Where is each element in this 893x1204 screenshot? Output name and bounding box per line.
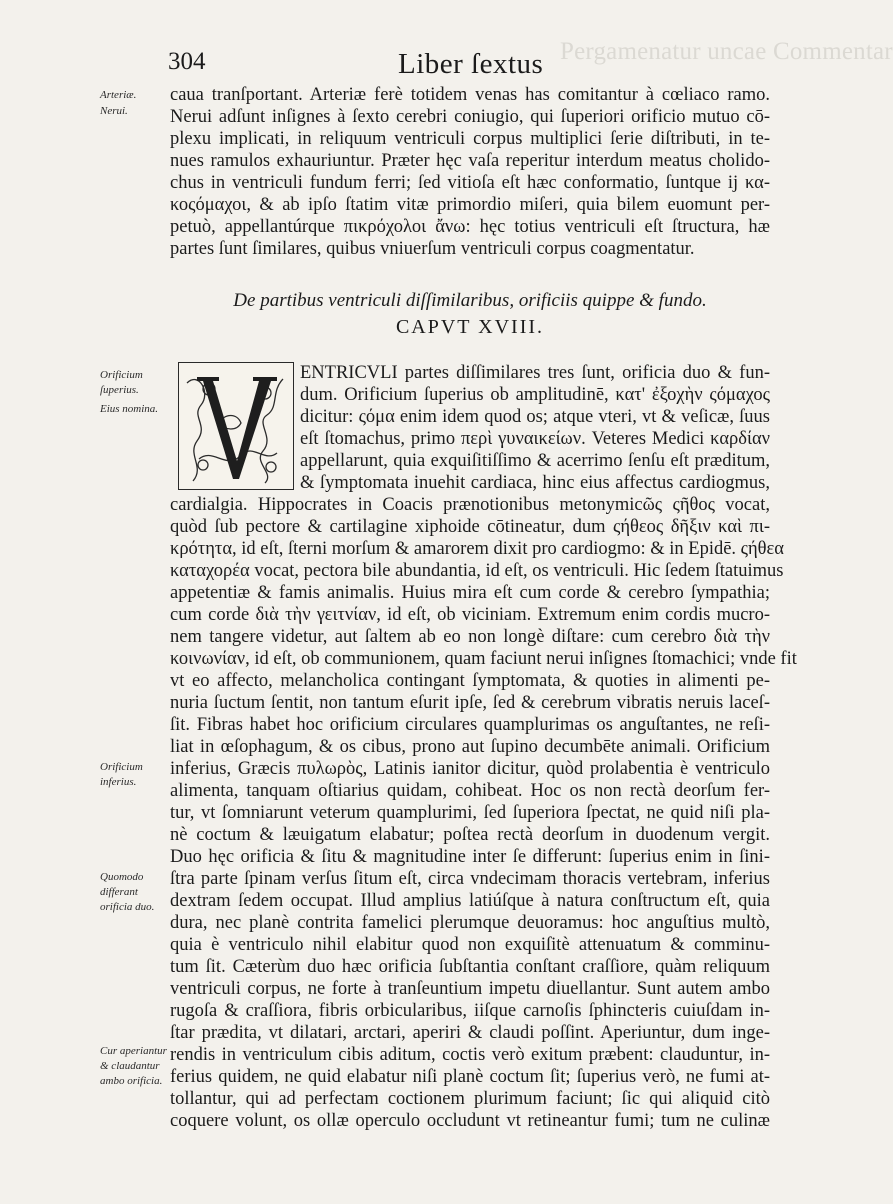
- text-line: vt eo affecto, melancholica contingant ſymptomata, & quoties in alimenti pe-: [170, 671, 770, 691]
- text-line: coquere volunt, os ollæ operculo occludunt vt retineantur fumi; tum ne culinæ: [170, 1111, 770, 1131]
- text-line: κοινωνίαν, id eſt, ob communionem, quam faciunt nerui inſignes ſtomachici; vnde fit: [170, 649, 797, 669]
- margin-note-eius-nomina: Eius nomina.: [100, 403, 159, 415]
- text-line: κοςόμαχοι, & ab ipſo ſtatim vitæ primordio miſeri, quia bilem euomunt per-: [170, 195, 770, 215]
- show-through-text: Pergamenatur uncae Commentar: [560, 38, 893, 65]
- text-line: Duo hęc orificia & ſitu & magnitudine inter ſe differunt: ſuperius enim in ſini-: [170, 847, 770, 867]
- margin-note-cur-aperiantur: Cur aperiantur & claudantur ambo orificia.: [100, 1045, 167, 1087]
- text-line: petuò, appellantúrque πικρόχολοι ἄνω: hęc totius ventriculi eſt ſtructura, hæ: [170, 217, 770, 237]
- text-line: appellarunt, quia exquiſitiſſimo & acerrimo ſenſu eſt præditum,: [300, 451, 770, 471]
- chapter-subtitle: De partibus ventriculi diſſimilaribus, orificiis quippe & fundo.: [233, 290, 707, 311]
- text-line: inferius, Græcis πυλωρὸς, Latinis ianitor dicitur, quòd prolabentia è ventriculo: [170, 759, 770, 779]
- text-line: tur, vt ſomniarunt veterum quamplurimi, ſed ſuperiora ſpectat, ne quid niſi pla-: [170, 803, 770, 823]
- text-line: cardialgia. Hippocrates in Coacis prænotionibus metonymicῶς ςῆθος vocat,: [170, 495, 770, 515]
- margin-note-orificium-superius: Orificium ſuperius.: [100, 369, 143, 396]
- text-line: dicitur: ςόμα enim idem quod os; atque vteri, vt & veſicæ, ſuus: [300, 407, 770, 427]
- top-paragraph: [170, 84, 770, 260]
- margin-note-orificium-inferius: Orificium inferius.: [100, 761, 143, 788]
- text-line: ſtar prædita, vt dilatari, arctari, aperiri & claudi poſſint. Aperiuntur, dum inge-: [170, 1023, 770, 1043]
- text-line: καταχορέα vocat, pectora bile abundantia, id eſt, os ventriculi. Hic ſedem ſtatuimus: [170, 561, 784, 581]
- text-line: nuria ſuctum ſentit, non tantum eſurit ipſe, ſed & cerebrum vibratis neruis laceſ-: [170, 693, 770, 713]
- text-line: rugoſa & craſſiora, fibris orbicularibus, iiſque carnoſis ſphincteris cuiuſdam in-: [170, 1001, 770, 1021]
- text-line: liat in œſophagum, & os cibus, prono aut ſupino decumbēte animali. Orificium: [170, 737, 770, 757]
- page-header: [168, 48, 768, 88]
- text-line: plexu implicati, in reliquum ventriculi corpus multiplici ſerie diſtributi, in te-: [170, 129, 770, 149]
- text-line: κρότητα, id eſt, ſterni morſum & amarorem dixit pro cardiogmo: & in Epidē. ςήθεα: [170, 539, 785, 559]
- text-line: cum corde διὰ τὴν γειτνίαν, id eſt, ob viciniam. Extremum enim cordis mucro-: [170, 605, 770, 625]
- chapter-heading: CAPVT XVIII.: [395, 316, 545, 338]
- text-line: rendis in ventriculum cibis aditum, coctis verò exitum præbent: clauduntur, in-: [170, 1045, 770, 1065]
- text-line: eſt ſtomachus, primo περὶ γυναικείων. Veteres Medici καρδίαν: [300, 429, 770, 449]
- text-line: quòd ſub pectore & cartilagine xiphoide cōtineatur, dum ςήθεος δῆξιν καὶ πι-: [170, 517, 770, 537]
- text-line: & ſymptomata inuehit cardiaca, hinc eius affectus cardiogmus,: [300, 473, 770, 493]
- text-line: ENTRICVLI partes diſſimilares tres ſunt, orificia duo & fun-: [300, 363, 770, 383]
- text-line: tollantur, qui ad perfectam coctionem plurimum faciunt; ſic qui aliquid citò: [170, 1089, 770, 1109]
- text-line: Nerui adſunt inſignes à ſexto cerebri coniugio, qui ſuperiori orificio mutuo cō-: [170, 107, 770, 127]
- text-line: ventriculi corpus, ne forte à tranſeuntium impetu diuellantur. Sunt autem ambo: [170, 979, 770, 999]
- chapter-text: [170, 362, 797, 1132]
- text-line: ſtra parte ſpinam verſus ſitum eſt, circa vndecimam thoracis vertebram, inferius: [170, 869, 770, 889]
- text-line: ſit. Fibras habet hoc orificium circulares quamplurimas os anguſtantes, ne reſi-: [170, 715, 770, 735]
- margin-note-arteriae: Arteriæ.: [100, 89, 137, 101]
- margin-note-quomodo-differant: Quomodo differant orificia duo.: [100, 871, 155, 913]
- text-line: nues ramulos exhauriuntur. Præter hęc vaſa reperitur interdum meatus cholido-: [170, 151, 770, 171]
- text-line: nè coctum & læuigatum elabatur; poſtea rectà deorſum in duodenum vergit.: [170, 825, 770, 845]
- text-line: partes ſunt ſimilares, quibus vniuerſum ventriculi corpus coagmentatur.: [170, 239, 695, 259]
- page-number: 304: [168, 48, 206, 75]
- text-line: alimenta, tanquam oſtiarius quidam, cohibeat. Hoc os non rectà deorſum fer-: [170, 781, 770, 801]
- text-line: chus in ventriculi fundum ferri; ſed vitioſa eſt hæc conformatio, ſuntque ij κα-: [170, 173, 770, 193]
- running-title: Liber ſextus: [398, 48, 544, 80]
- text-line: ferius quidem, ne quid elabatur niſi planè coctum ſit; ſuperius verò, ne fumi at-: [170, 1067, 770, 1087]
- text-line: caua tranſportant. Arteriæ ferè totidem venas has comitantur à cœliaco ramo.: [170, 85, 770, 105]
- text-line: dura, nec planè contrita famelici plerumque deuoramus: hoc anguſtius multò,: [170, 913, 770, 933]
- text-line: quia è ventriculo nihil elabitur quod non exquiſitè attenuatum & comminu-: [170, 935, 770, 955]
- text-line: dextram ſedem occupat. Illud amplius latiúſque à natura conſtructum eſt, quia: [170, 891, 770, 911]
- text-line: appetentiæ & famis animalis. Huius mira eſt cum corde & cerebro ſympathia;: [170, 583, 770, 603]
- margin-note-nervi: Nerui.: [100, 105, 128, 117]
- text-line: nem tangere videtur, aut ſaltem ab eo non longè diſtare: cum cerebro διὰ τὴν: [170, 627, 770, 647]
- text-line: dum. Orificium ſuperius ob amplitudinē, κατ' ἐξοχὴν ςόμαχος: [300, 385, 770, 405]
- text-line: tum ſit. Cæterùm duo hæc orificia ſubſtantia conſtant craſſiore, quàm reliquum: [170, 957, 770, 977]
